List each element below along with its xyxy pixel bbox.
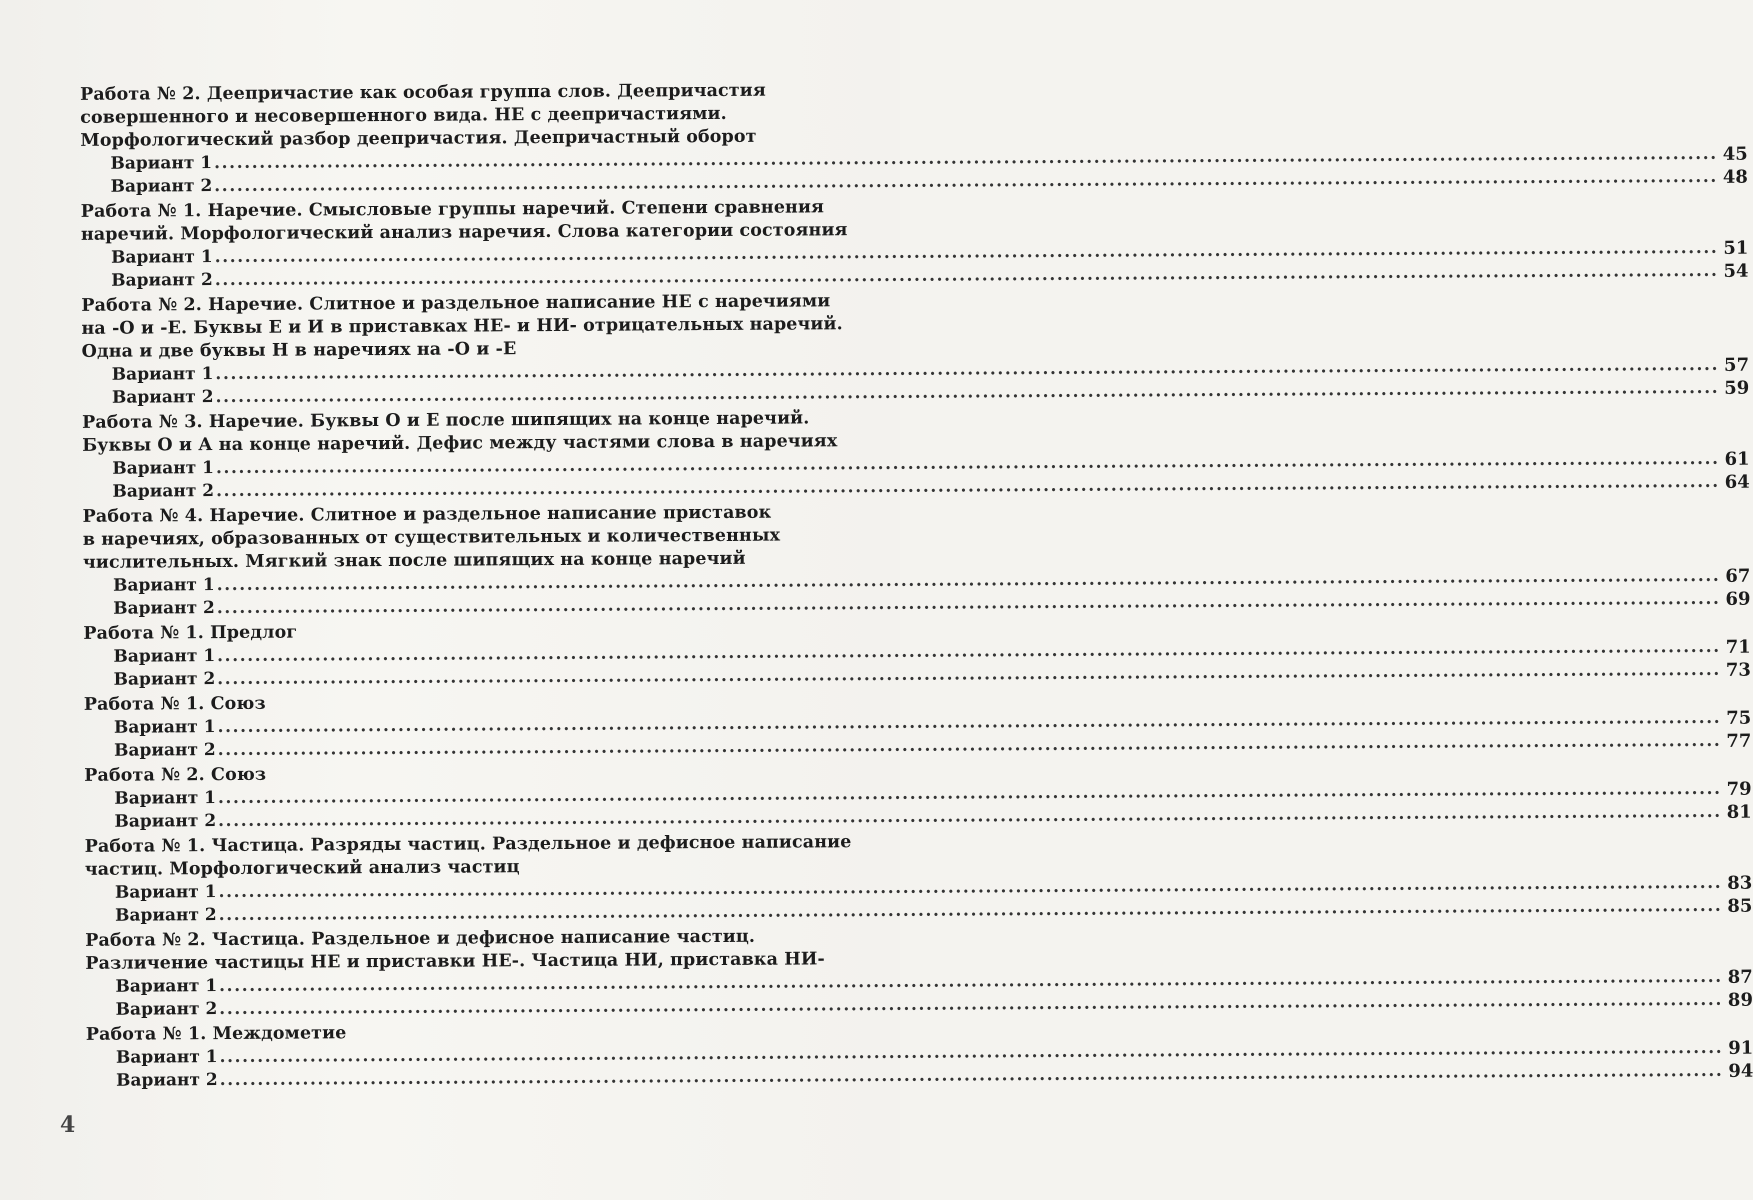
entry-label: Вариант 2 — [113, 669, 216, 690]
section-heading — [62, 79, 880, 153]
toc-entry — [65, 588, 1751, 621]
entry-label: Вариант 2 — [111, 387, 214, 408]
dot-leader: ........................................................................................................................................................................................................ — [217, 636, 1721, 667]
heading-line: наречий. Морфологический анализ наречия. Слова категории состояния — [80, 220, 848, 245]
heading-line: Работа № 4. Наречие. Слитное и раздельное написание приставок — [82, 502, 772, 527]
heading-line: числительных. Мягкий знак после шипящих на конце наречий — [82, 548, 746, 573]
dot-leader: ........................................................................................................................................................................................................ — [214, 237, 1719, 268]
entry-label: Вариант 1 — [111, 247, 213, 268]
entry-page-number: 89 — [1727, 989, 1753, 1011]
entry-label: Вариант 1 — [112, 458, 215, 479]
entry-page-number: 79 — [1726, 778, 1752, 800]
entry-label: Вариант 2 — [115, 999, 218, 1020]
heading-line: Работа № 2. Частица. Раздельное и дефисное написание частиц. — [85, 926, 756, 951]
entry-page-number: 71 — [1725, 636, 1751, 658]
toc-entry — [68, 1060, 1753, 1093]
entry-label: Вариант 2 — [115, 905, 217, 926]
heading-line: Работа № 2. Союз — [84, 764, 267, 786]
entry-page-number: 51 — [1723, 237, 1749, 259]
heading-line: Работа № 2. Наречие. Слитное и раздельное написание НЕ с наречиями — [81, 291, 831, 316]
dot-leader: ........................................................................................................................................................................................................ — [218, 895, 1723, 926]
entry-page-number: 94 — [1728, 1060, 1753, 1082]
heading-line: в наречиях, образованных от существительных и количественных — [82, 525, 781, 550]
entry-label: Вариант 2 — [112, 481, 215, 502]
entry-label: Вариант 1 — [115, 976, 218, 997]
entry-page-number: 77 — [1726, 730, 1752, 752]
heading-line: Работа № 1. Предлог — [83, 622, 298, 644]
heading-line: Одна и две буквы Н в наречиях на -О и -Е — [81, 339, 517, 362]
entry-label: Вариант 2 — [111, 270, 213, 291]
section-heading — [63, 290, 881, 364]
toc-entry — [66, 801, 1752, 834]
toc-section — [63, 196, 1749, 293]
dot-leader: ........................................................................................................................................................................................................ — [214, 166, 1718, 197]
entry-label: Вариант 1 — [113, 646, 216, 667]
entry-page-number: 83 — [1727, 872, 1753, 894]
heading-line: совершенного и несовершенного вида. НЕ с деепричастиями. — [80, 103, 727, 128]
entry-label: Вариант 1 — [110, 153, 213, 174]
entry-label: Вариант 1 — [111, 364, 214, 385]
entry-label: Вариант 2 — [110, 176, 213, 197]
dot-leader: ........................................................................................................................................................................................................ — [217, 778, 1722, 809]
entry-label: Вариант 1 — [114, 788, 217, 809]
entry-page-number: 81 — [1726, 801, 1752, 823]
entry-page-number: 73 — [1725, 659, 1752, 681]
entry-page-number: 61 — [1724, 448, 1750, 470]
entry-page-number: 48 — [1722, 166, 1748, 188]
entry-label: Вариант 1 — [114, 882, 217, 903]
toc-section — [67, 831, 1753, 928]
entry-page-number: 75 — [1726, 707, 1752, 729]
dot-leader: ........................................................................................................................................................................................................ — [217, 707, 1722, 738]
toc-section — [63, 290, 1750, 410]
dot-leader: ........................................................................................................................................................................................................ — [215, 377, 1720, 408]
entry-label: Вариант 2 — [113, 598, 215, 619]
toc-section — [64, 407, 1750, 504]
entry-label: Вариант 2 — [116, 1070, 218, 1091]
heading-line: Работа № 1. Наречие. Смысловые группы наречий. Степени сравнения — [80, 197, 825, 222]
toc-section — [65, 501, 1751, 621]
section-heading — [65, 501, 883, 575]
toc-section — [66, 689, 1752, 763]
toc-entry — [68, 989, 1753, 1022]
dot-leader: ........................................................................................................................................................................................................ — [216, 471, 1720, 502]
entry-page-number: 85 — [1727, 895, 1753, 917]
toc-section — [68, 1019, 1753, 1093]
toc-entry — [66, 659, 1752, 692]
dot-leader: ........................................................................................................................................................................................................ — [217, 730, 1722, 761]
dot-leader: ........................................................................................................................................................................................................ — [216, 588, 1721, 619]
toc-entry — [63, 166, 1748, 199]
entry-page-number: 67 — [1725, 565, 1751, 587]
entry-page-number: 57 — [1723, 354, 1750, 376]
entry-page-number: 69 — [1725, 588, 1751, 610]
dot-leader: ........................................................................................................................................................................................................ — [215, 448, 1720, 479]
dot-leader: ........................................................................................................................................................................................................ — [219, 1037, 1724, 1068]
heading-line: Работа № 2. Деепричастие как особая группа слов. Деепричастия — [80, 80, 766, 105]
section-heading — [63, 196, 881, 247]
dot-leader: ........................................................................................................................................................................................................ — [214, 143, 1718, 174]
entry-label: Вариант 1 — [113, 717, 216, 738]
dot-leader: ........................................................................................................................................................................................................ — [216, 565, 1721, 596]
heading-line: Буквы О и А на конце наречий. Дефис между частями слова в наречиях — [82, 431, 838, 456]
dot-leader: ........................................................................................................................................................................................................ — [219, 1060, 1724, 1091]
entry-page-number: 64 — [1724, 471, 1750, 493]
dot-leader: ........................................................................................................................................................................................................ — [219, 989, 1724, 1020]
dot-leader: ........................................................................................................................................................................................................ — [214, 260, 1719, 291]
heading-line: частиц. Морфологический анализ частиц — [84, 857, 520, 880]
dot-leader: ........................................................................................................................................................................................................ — [218, 872, 1723, 903]
toc-entry — [64, 471, 1750, 504]
dot-leader: ........................................................................................................................................................................................................ — [218, 801, 1722, 832]
heading-line: Различение частицы НЕ и приставки НЕ-. Частица НИ, приставка НИ- — [85, 949, 825, 974]
dot-leader: ........................................................................................................................................................................................................ — [219, 966, 1723, 997]
toc-entry — [63, 260, 1749, 293]
heading-line: Работа № 1. Частица. Разряды частиц. Раздельное и дефисное написание — [84, 832, 852, 857]
section-heading — [67, 925, 885, 976]
section-heading — [64, 407, 882, 458]
entry-label: Вариант 1 — [115, 1047, 218, 1068]
toc-entry — [67, 895, 1753, 928]
heading-line: Работа № 1. Союз — [83, 693, 266, 715]
entry-page-number: 59 — [1724, 377, 1750, 399]
entry-label: Вариант 2 — [114, 740, 216, 761]
heading-line: Морфологический разбор деепричастия. Деепричастный оборот — [80, 126, 757, 151]
toc-entry — [64, 377, 1750, 410]
entry-label: Вариант 2 — [114, 811, 217, 832]
entry-page-number: 54 — [1723, 260, 1749, 282]
heading-line: Работа № 3. Наречие. Буквы О и Е после шипящих на конце наречий. — [82, 408, 810, 433]
toc-section — [65, 618, 1752, 692]
entry-page-number: 91 — [1728, 1037, 1753, 1059]
toc-entry — [66, 730, 1752, 763]
toc-section — [66, 760, 1752, 834]
heading-line: на -О и -Е. Буквы Е и И в приставках НЕ- и НИ- отрицательных наречий. — [81, 314, 843, 339]
entry-label: Вариант 1 — [113, 575, 215, 596]
section-heading — [67, 831, 885, 882]
toc-section — [62, 79, 1748, 199]
toc-section — [67, 925, 1753, 1022]
dot-leader: ........................................................................................................................................................................................................ — [215, 354, 1720, 385]
table-of-contents — [62, 79, 1753, 1095]
page-number: 4 — [60, 1112, 76, 1138]
dot-leader: ........................................................................................................................................................................................................ — [217, 659, 1721, 690]
heading-line: Работа № 1. Междометие — [85, 1023, 347, 1045]
entry-page-number: 45 — [1722, 143, 1748, 165]
entry-page-number: 87 — [1727, 966, 1753, 988]
